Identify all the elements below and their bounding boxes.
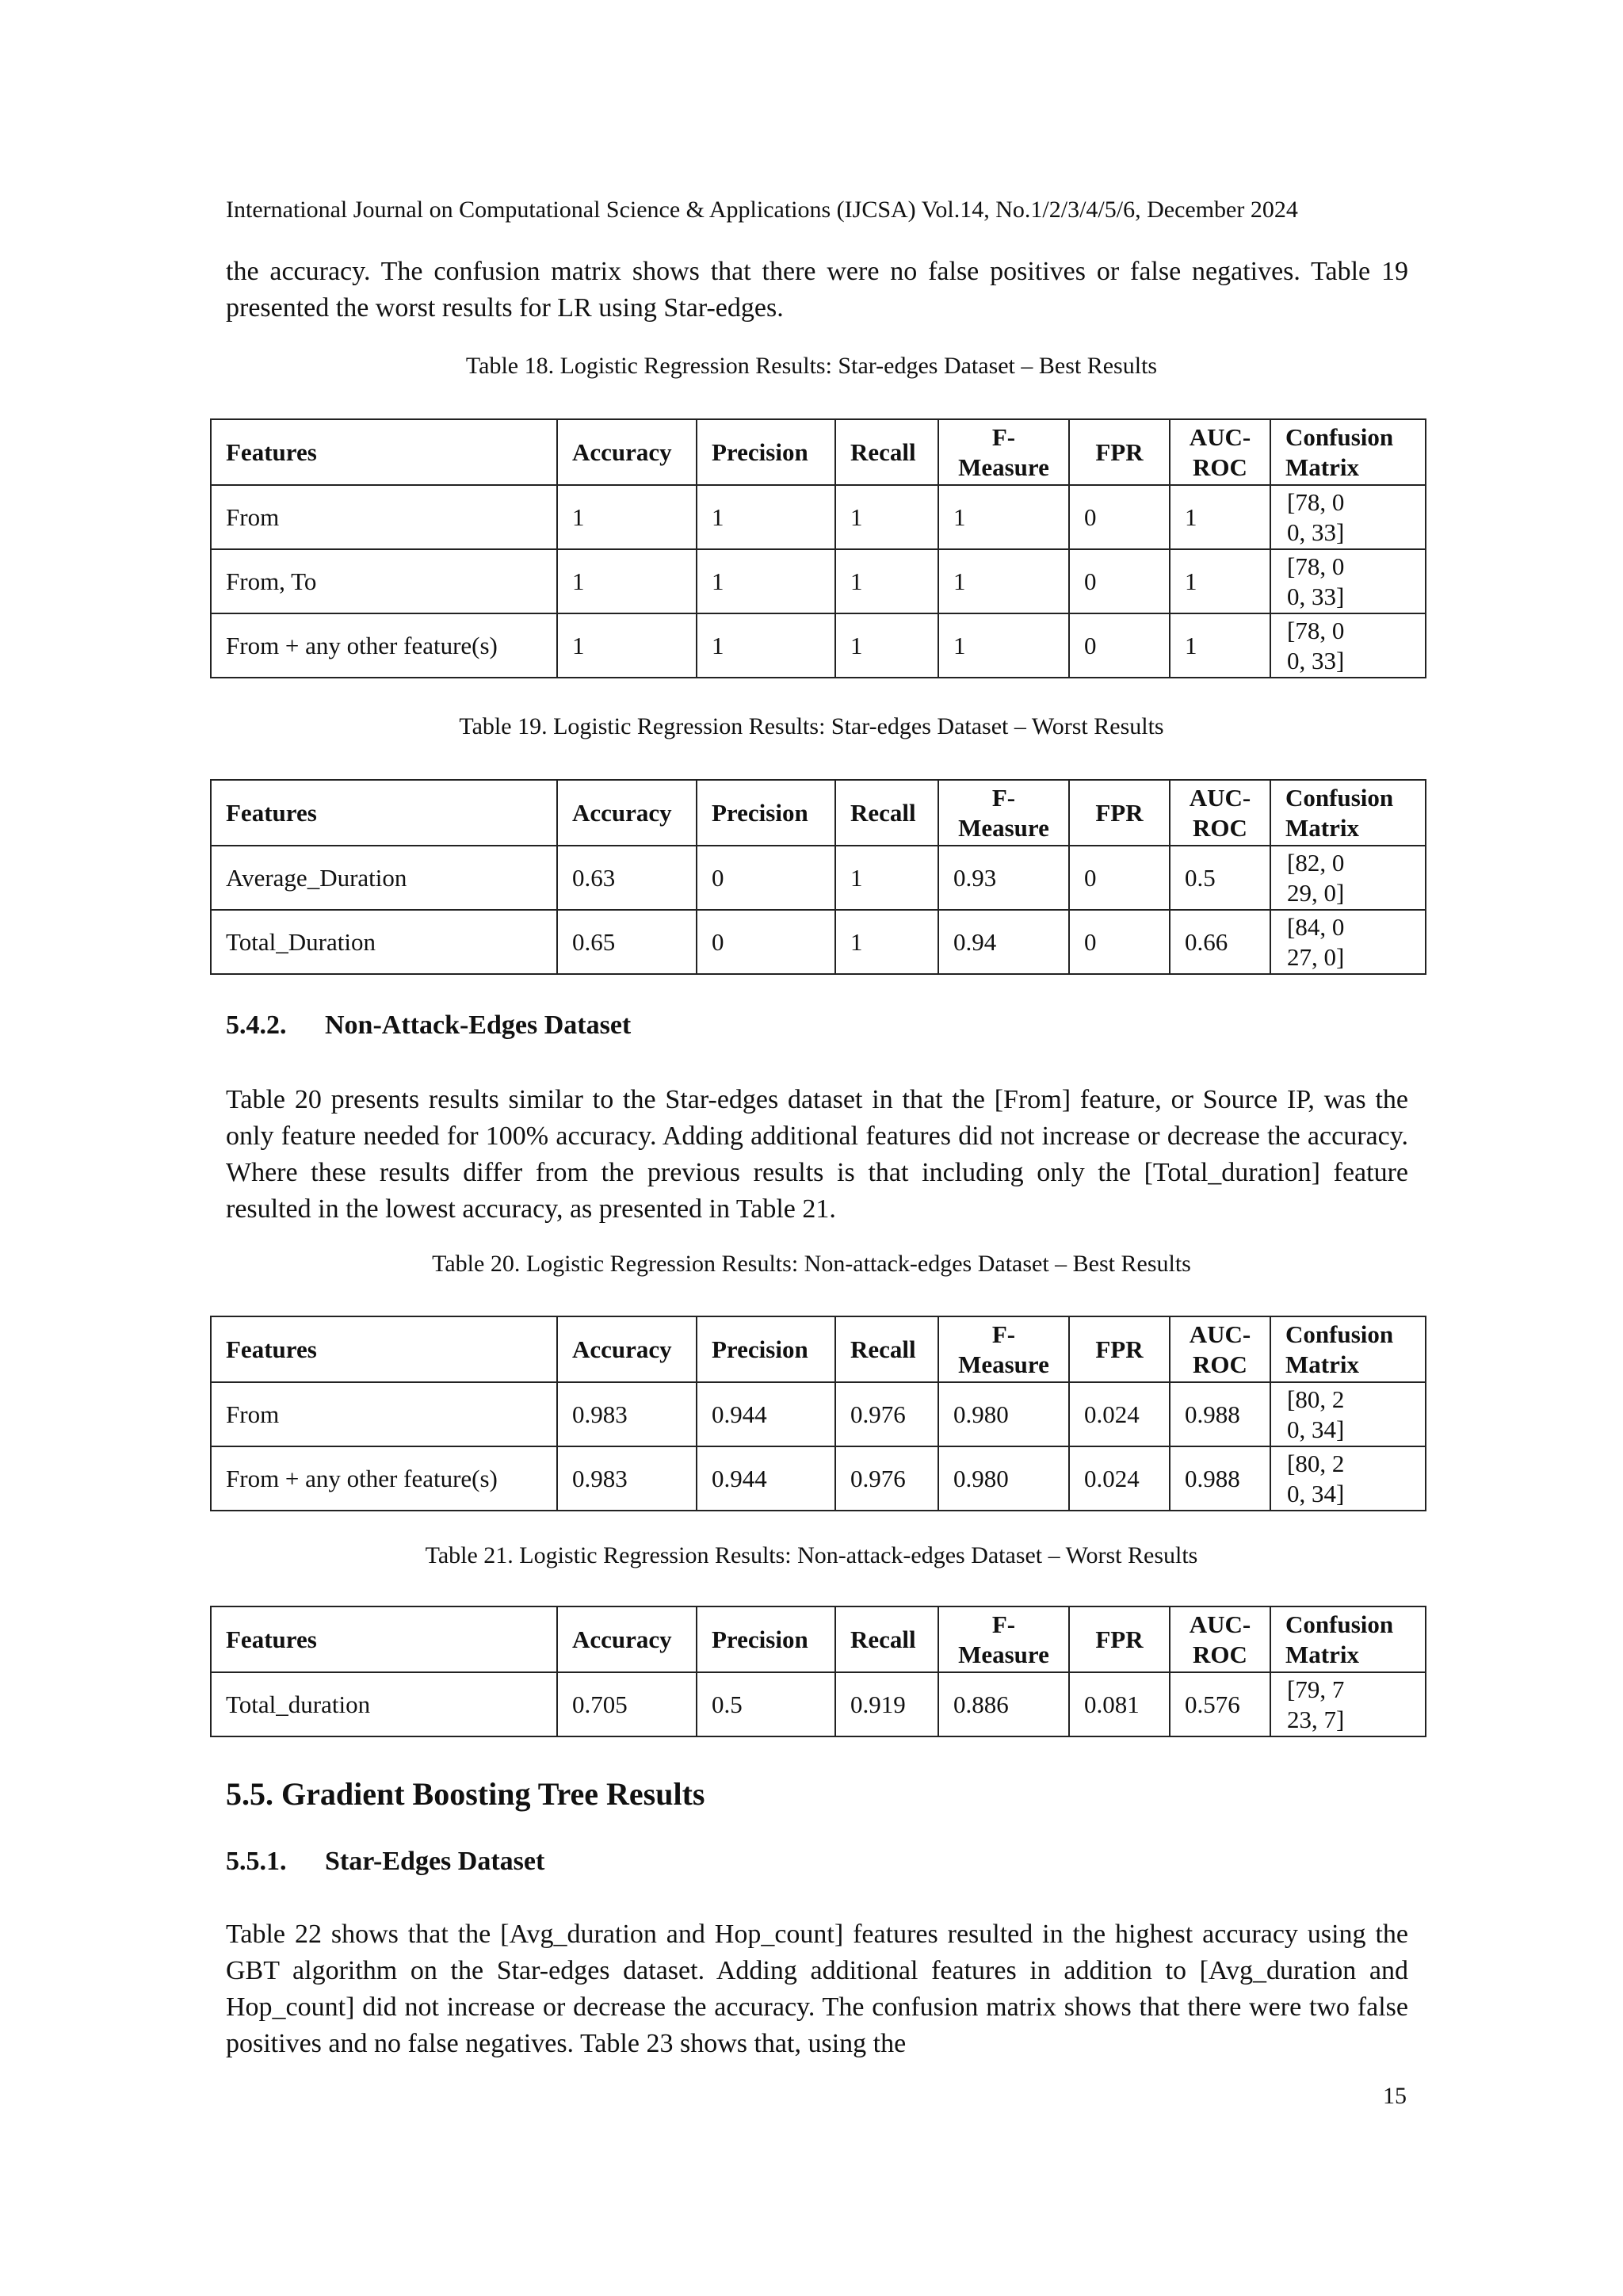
cell-fmeasure: 0.94 [938, 910, 1069, 974]
col-precision: Precision [697, 780, 835, 846]
col-recall: Recall [835, 780, 938, 846]
cell-confusion: [80, 2 0, 34] [1270, 1382, 1426, 1446]
col-precision: Precision [697, 1316, 835, 1382]
cell-precision: 0.944 [697, 1446, 835, 1511]
col-recall: Recall [835, 419, 938, 485]
table-20 [210, 1316, 1426, 1511]
cell-fmeasure: 0.980 [938, 1382, 1069, 1446]
table-row [211, 485, 1426, 549]
cell-accuracy: 1 [557, 549, 697, 613]
section-heading-55: 5.5. Gradient Boosting Tree Results [226, 1776, 705, 1812]
table-21-caption: Table 21. Logistic Regression Results: Non-attack-edges Dataset – Worst Results [425, 1542, 1198, 1568]
cell-recall: 1 [835, 846, 938, 910]
cell-features: Total_Duration [211, 910, 557, 974]
table-row [211, 549, 1426, 613]
cell-accuracy: 1 [557, 485, 697, 549]
cell-recall: 0.919 [835, 1672, 938, 1736]
col-accuracy: Accuracy [557, 1316, 697, 1382]
cell-fmeasure: 0.886 [938, 1672, 1069, 1736]
cell-precision: 0.5 [697, 1672, 835, 1736]
cell-confusion: [78, 0 0, 33] [1270, 613, 1426, 678]
cell-aucroc: 0.66 [1170, 910, 1270, 974]
col-features: Features [211, 1606, 557, 1672]
table-row [211, 910, 1426, 974]
cell-fpr: 0 [1069, 910, 1170, 974]
col-precision: Precision [697, 1606, 835, 1672]
col-recall: Recall [835, 1316, 938, 1382]
cell-aucroc: 0.988 [1170, 1382, 1270, 1446]
cell-fpr: 0 [1069, 846, 1170, 910]
col-features: Features [211, 419, 557, 485]
cell-fpr: 0 [1069, 549, 1170, 613]
running-header: International Journal on Computational Science & Applications (IJCSA) Vol.14, No.1/2/3/4/5/6, December 2024 [226, 197, 1298, 223]
table-row [211, 1446, 1426, 1511]
col-accuracy: Accuracy [557, 419, 697, 485]
cell-fpr: 0 [1069, 613, 1170, 678]
cell-precision: 0 [697, 910, 835, 974]
cell-fpr: 0.024 [1069, 1382, 1170, 1446]
cell-fmeasure: 1 [938, 549, 1069, 613]
col-fmeasure: F- Measure [938, 1316, 1069, 1382]
table-row [211, 1382, 1426, 1446]
cell-precision: 1 [697, 485, 835, 549]
table-21 [210, 1606, 1426, 1737]
col-accuracy: Accuracy [557, 780, 697, 846]
col-confusion: Confusion Matrix [1270, 1316, 1426, 1382]
cell-fpr: 0 [1069, 485, 1170, 549]
paragraph-542: Table 20 presents results similar to the Star-edges dataset in that the [From] feature, or Source IP, was the only feature needed for 100% accuracy. Adding additional features did not increase or decrease the accuracy. Where these results differ from the previous results is that including only the [Total_duration] feature resulted in the lowest accuracy, as presented in Table 21. [226, 1085, 1408, 1224]
table-header-row [211, 1316, 1426, 1382]
cell-recall: 0.976 [835, 1382, 938, 1446]
col-features: Features [211, 780, 557, 846]
cell-precision: 1 [697, 549, 835, 613]
cell-aucroc: 1 [1170, 613, 1270, 678]
table-19-caption: Table 19. Logistic Regression Results: Star-edges Dataset – Worst Results [459, 713, 1164, 739]
cell-recall: 0.976 [835, 1446, 938, 1511]
col-confusion: Confusion Matrix [1270, 419, 1426, 485]
col-confusion: Confusion Matrix [1270, 1606, 1426, 1672]
cell-fmeasure: 1 [938, 613, 1069, 678]
table-header-row [211, 780, 1426, 846]
table-19 [210, 779, 1426, 975]
cell-fmeasure: 0.93 [938, 846, 1069, 910]
section-heading-542: 5.4.2. Non-Attack-Edges Dataset [226, 1010, 632, 1040]
cell-features: From [211, 1382, 557, 1446]
cell-recall: 1 [835, 485, 938, 549]
col-accuracy: Accuracy [557, 1606, 697, 1672]
cell-accuracy: 1 [557, 613, 697, 678]
cell-features: Total_duration [211, 1672, 557, 1736]
col-recall: Recall [835, 1606, 938, 1672]
table-row [211, 846, 1426, 910]
cell-confusion: [79, 7 23, 7] [1270, 1672, 1426, 1736]
cell-confusion: [80, 2 0, 34] [1270, 1446, 1426, 1511]
intro-paragraph: the accuracy. The confusion matrix shows that there were no false positives or false negatives. Table 19 presented the worst results for LR using Star-edges. [226, 257, 1408, 323]
col-fpr: FPR [1069, 780, 1170, 846]
cell-recall: 1 [835, 910, 938, 974]
cell-precision: 0 [697, 846, 835, 910]
table-18 [210, 418, 1426, 678]
table-18-caption: Table 18. Logistic Regression Results: Star-edges Dataset – Best Results [465, 353, 1158, 379]
col-confusion: Confusion Matrix [1270, 780, 1426, 846]
col-aucroc: AUC- ROC [1170, 1606, 1270, 1672]
cell-recall: 1 [835, 549, 938, 613]
col-aucroc: AUC- ROC [1170, 780, 1270, 846]
cell-accuracy: 0.63 [557, 846, 697, 910]
table-20-caption: Table 20. Logistic Regression Results: Non-attack-edges Dataset – Best Results [432, 1251, 1191, 1277]
col-aucroc: AUC- ROC [1170, 419, 1270, 485]
cell-aucroc: 0.5 [1170, 846, 1270, 910]
table-row [211, 1672, 1426, 1736]
cell-precision: 0.944 [697, 1382, 835, 1446]
col-fmeasure: F- Measure [938, 780, 1069, 846]
cell-confusion: [78, 0 0, 33] [1270, 485, 1426, 549]
cell-recall: 1 [835, 613, 938, 678]
paragraph-551: Table 22 shows that the [Avg_duration and Hop_count] features resulted in the highest accuracy using the GBT algorithm on the Star-edges dataset. Adding additional features in addition to [Avg_duration and Hop_count] did not increase or decrease the accuracy. The confusion matrix shows that there were two false positives and no false negatives. Table 23 shows that, using the [226, 1920, 1408, 2058]
cell-accuracy: 0.983 [557, 1446, 697, 1511]
col-fmeasure: F- Measure [938, 1606, 1069, 1672]
cell-aucroc: 1 [1170, 549, 1270, 613]
col-fmeasure: F- Measure [938, 419, 1069, 485]
table-header-row [211, 419, 1426, 485]
cell-accuracy: 0.705 [557, 1672, 697, 1736]
col-aucroc: AUC- ROC [1170, 1316, 1270, 1382]
cell-accuracy: 0.983 [557, 1382, 697, 1446]
cell-aucroc: 0.576 [1170, 1672, 1270, 1736]
col-fpr: FPR [1069, 419, 1170, 485]
cell-confusion: [84, 0 27, 0] [1270, 910, 1426, 974]
cell-features: From [211, 485, 557, 549]
section-heading-551: 5.5.1. Star-Edges Dataset [226, 1847, 545, 1876]
col-precision: Precision [697, 419, 835, 485]
table-header-row [211, 1606, 1426, 1672]
cell-fpr: 0.024 [1069, 1446, 1170, 1511]
cell-precision: 1 [697, 613, 835, 678]
col-fpr: FPR [1069, 1606, 1170, 1672]
cell-accuracy: 0.65 [557, 910, 697, 974]
cell-features: From + any other feature(s) [211, 613, 557, 678]
page-number: 15 [1383, 2083, 1407, 2109]
cell-aucroc: 0.988 [1170, 1446, 1270, 1511]
cell-fmeasure: 0.980 [938, 1446, 1069, 1511]
cell-fpr: 0.081 [1069, 1672, 1170, 1736]
cell-features: From, To [211, 549, 557, 613]
cell-features: Average_Duration [211, 846, 557, 910]
col-features: Features [211, 1316, 557, 1382]
cell-confusion: [82, 0 29, 0] [1270, 846, 1426, 910]
cell-confusion: [78, 0 0, 33] [1270, 549, 1426, 613]
cell-features: From + any other feature(s) [211, 1446, 557, 1511]
cell-aucroc: 1 [1170, 485, 1270, 549]
col-fpr: FPR [1069, 1316, 1170, 1382]
table-row [211, 613, 1426, 678]
cell-fmeasure: 1 [938, 485, 1069, 549]
